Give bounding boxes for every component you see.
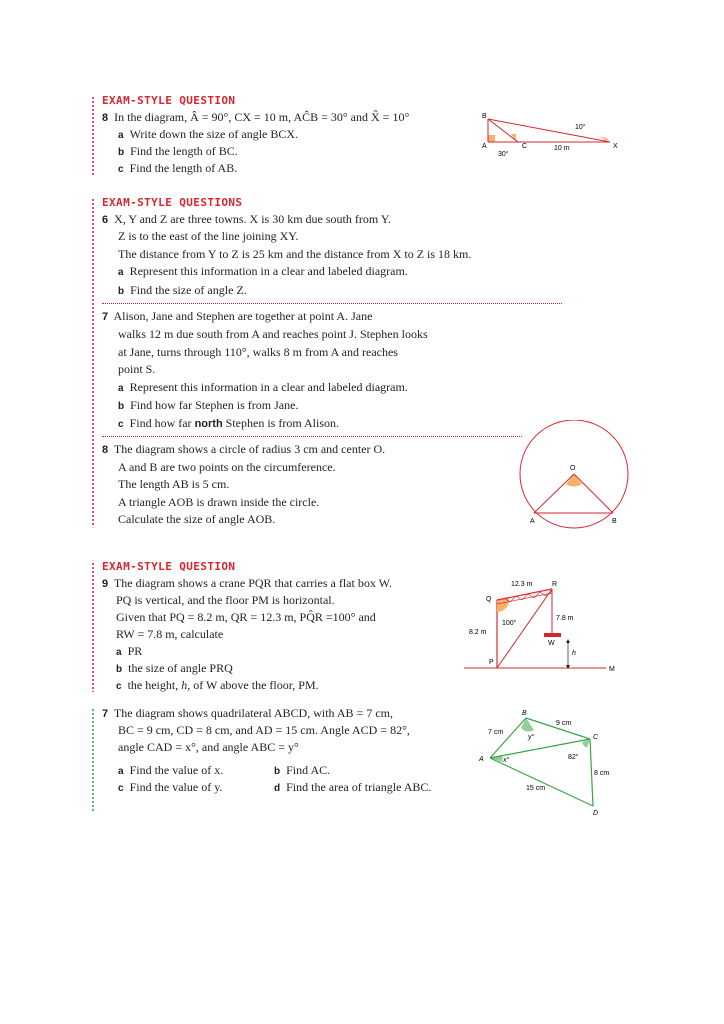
question-text: A triangle AOB is drawn inside the circle. [118, 495, 320, 509]
part-text: Find how far Stephen is from Jane. [130, 398, 299, 412]
point-label-r: R [552, 581, 558, 588]
question-text: The diagram shows quadrilateral ABCD, with AB = 7 cm, [113, 706, 393, 720]
emphasis-text: north [194, 418, 223, 430]
part-text: Find the length of AB. [129, 161, 238, 175]
section-divider-dots [92, 708, 94, 812]
section-header: EXAM-STYLE QUESTION [102, 560, 236, 573]
part-text: Find AC. [286, 763, 331, 777]
question-text: angle CAD = x°, and angle ABC = y° [118, 740, 299, 754]
part-text: the height, [127, 678, 182, 692]
point-label-a: A [530, 518, 535, 525]
angle-label: 10° [575, 124, 586, 131]
question-text: walks 12 m due south from A and reaches point J. Stephen looks [118, 327, 428, 341]
part-label: a [118, 383, 124, 394]
question-text: BC = 9 cm, CD = 8 cm, and AD = 15 cm. Angle ACD = 82°, [118, 723, 410, 737]
point-label-o: O [570, 465, 576, 472]
part-label: a [118, 130, 124, 141]
right-angle-marker [488, 135, 495, 142]
part-text: , of W above the floor, PM. [187, 678, 319, 692]
box-label: W [548, 640, 555, 647]
part-label: b [118, 401, 125, 412]
quadrilateral-diagram [476, 702, 618, 818]
length-label: 15 cm [526, 785, 546, 792]
question-part [118, 380, 408, 396]
side-bx [488, 119, 610, 142]
side-cd [590, 739, 593, 806]
question-number: 7 [102, 311, 109, 323]
angle-label: 30° [498, 151, 509, 158]
question-stem [102, 309, 372, 325]
question-part [274, 763, 330, 779]
part-label: d [274, 783, 281, 794]
vertex-label-c: C [522, 143, 528, 150]
part-text: PR [127, 644, 143, 658]
vertex-label-a: A [482, 143, 487, 150]
vertex-label-c: C [593, 734, 599, 741]
divider [102, 436, 522, 437]
question-text: The diagram shows a crane PQR that carries a flat box W. [113, 576, 392, 590]
section-header: EXAM-STYLE QUESTIONS [102, 196, 243, 209]
part-text: Write down the size of angle BCX. [129, 127, 299, 141]
question-text: The distance from Y to Z is 25 km and the distance from X to Z is 18 km. [118, 247, 472, 261]
angle-label: 100° [502, 620, 517, 627]
part-text: Represent this information in a clear and labeled diagram. [129, 264, 408, 278]
question-stem [102, 706, 393, 722]
triangle-diagram [478, 108, 628, 160]
point-label-b: B [612, 518, 617, 525]
angle-label: x° [503, 757, 510, 764]
question-part [116, 644, 142, 660]
section-divider-dots [92, 96, 94, 176]
question-part [118, 144, 238, 160]
question-text: Calculate the size of angle AOB. [118, 512, 276, 526]
part-label: c [116, 681, 122, 692]
section-header: EXAM-STYLE QUESTION [102, 94, 236, 107]
question-stem [102, 110, 409, 126]
vertex-label-d: D [593, 810, 599, 817]
question-part [118, 161, 237, 177]
question-text: RW = 7.8 m, calculate [116, 627, 224, 641]
question-text: at Jane, turns through 110°, walks 8 m from A and reaches [118, 345, 398, 359]
question-part [118, 127, 298, 143]
crane-diagram [464, 576, 624, 676]
vertex-label-b: B [522, 710, 527, 717]
point-label-q: Q [486, 596, 492, 603]
section-divider-dots [92, 562, 94, 692]
question-number: 8 [102, 444, 109, 456]
question-text: Given that PQ = 8.2 m, QR = 12.3 m, PQ̂R =100° and [116, 610, 376, 624]
question-text: X, Y and Z are three towns. X is 30 km due south from Y. [114, 212, 391, 226]
part-label: a [118, 766, 124, 777]
vertex-label-b: B [482, 113, 487, 120]
part-label: c [118, 164, 124, 175]
question-part [118, 416, 339, 432]
question-text: The diagram shows a circle of radius 3 cm and center O. [113, 442, 386, 456]
part-text: Represent this information in a clear and labeled diagram. [129, 380, 408, 394]
part-label: b [116, 664, 123, 675]
question-stem [102, 576, 392, 592]
radius-oa [534, 474, 574, 513]
length-label: 7 cm [488, 729, 504, 736]
question-part [274, 780, 431, 796]
section-divider-dots [92, 198, 94, 526]
question-text: In the diagram, Â = 90°, CX = 10 m, AĈB = 30° and X̂ = 10° [114, 110, 410, 124]
question-part [118, 763, 223, 779]
length-label: 9 cm [556, 720, 572, 727]
question-number: 8 [102, 112, 109, 124]
question-part [116, 661, 233, 677]
question-number: 9 [102, 578, 109, 590]
part-text: Stephen is from Alison. [222, 416, 340, 430]
point-label-m: M [609, 666, 615, 673]
part-text: Find the size of angle Z. [130, 283, 247, 297]
part-label: b [274, 766, 281, 777]
question-number: 6 [102, 214, 109, 226]
part-text: Find the length of BC. [130, 144, 238, 158]
question-text: Z is to the east of the line joining XY. [118, 229, 299, 243]
length-label: 12.3 m [511, 581, 533, 588]
length-label: 7.8 m [556, 615, 574, 622]
part-text: Find how far [129, 416, 195, 430]
part-label: b [118, 286, 125, 297]
question-text: A and B are two points on the circumference. [118, 460, 336, 474]
angle-label: y° [528, 734, 535, 741]
vertex-label-a: A [479, 756, 484, 763]
part-label: c [118, 419, 124, 430]
box-w [544, 633, 561, 637]
side-ad [490, 758, 593, 806]
part-text: Find the area of triangle ABC. [286, 780, 432, 794]
question-part [118, 780, 222, 796]
question-number: 7 [102, 708, 109, 720]
point-label-p: P [489, 659, 494, 666]
arm-truss [504, 591, 552, 602]
part-text: Find the value of y. [129, 780, 223, 794]
length-label: 8 cm [594, 770, 610, 777]
part-label: a [118, 267, 124, 278]
part-text: the size of angle PRQ [128, 661, 233, 675]
divider [102, 303, 562, 304]
question-text: The length AB is 5 cm. [118, 477, 230, 491]
height-label: h [572, 650, 576, 657]
circle-diagram [512, 420, 636, 532]
part-text: Find the value of x. [129, 763, 224, 777]
length-label: 8.2 m [469, 629, 487, 636]
question-part [118, 398, 298, 414]
length-label: 10 m [554, 145, 570, 152]
variable-text: h [181, 678, 188, 692]
angle-label: 82° [568, 754, 579, 761]
radius-ob [574, 474, 613, 513]
part-label: a [116, 647, 122, 658]
part-label: c [118, 783, 124, 794]
question-text: PQ is vertical, and the floor PM is horizontal. [116, 593, 335, 607]
question-text: point S. [118, 362, 156, 376]
question-text: Alison, Jane and Stephen are together at point A. Jane [113, 309, 373, 323]
question-stem [102, 442, 385, 458]
question-part [116, 678, 319, 694]
question-stem [102, 212, 391, 228]
part-label: b [118, 147, 125, 158]
question-part [118, 283, 247, 299]
question-part [118, 264, 408, 280]
vertex-label-x: X [613, 143, 618, 150]
